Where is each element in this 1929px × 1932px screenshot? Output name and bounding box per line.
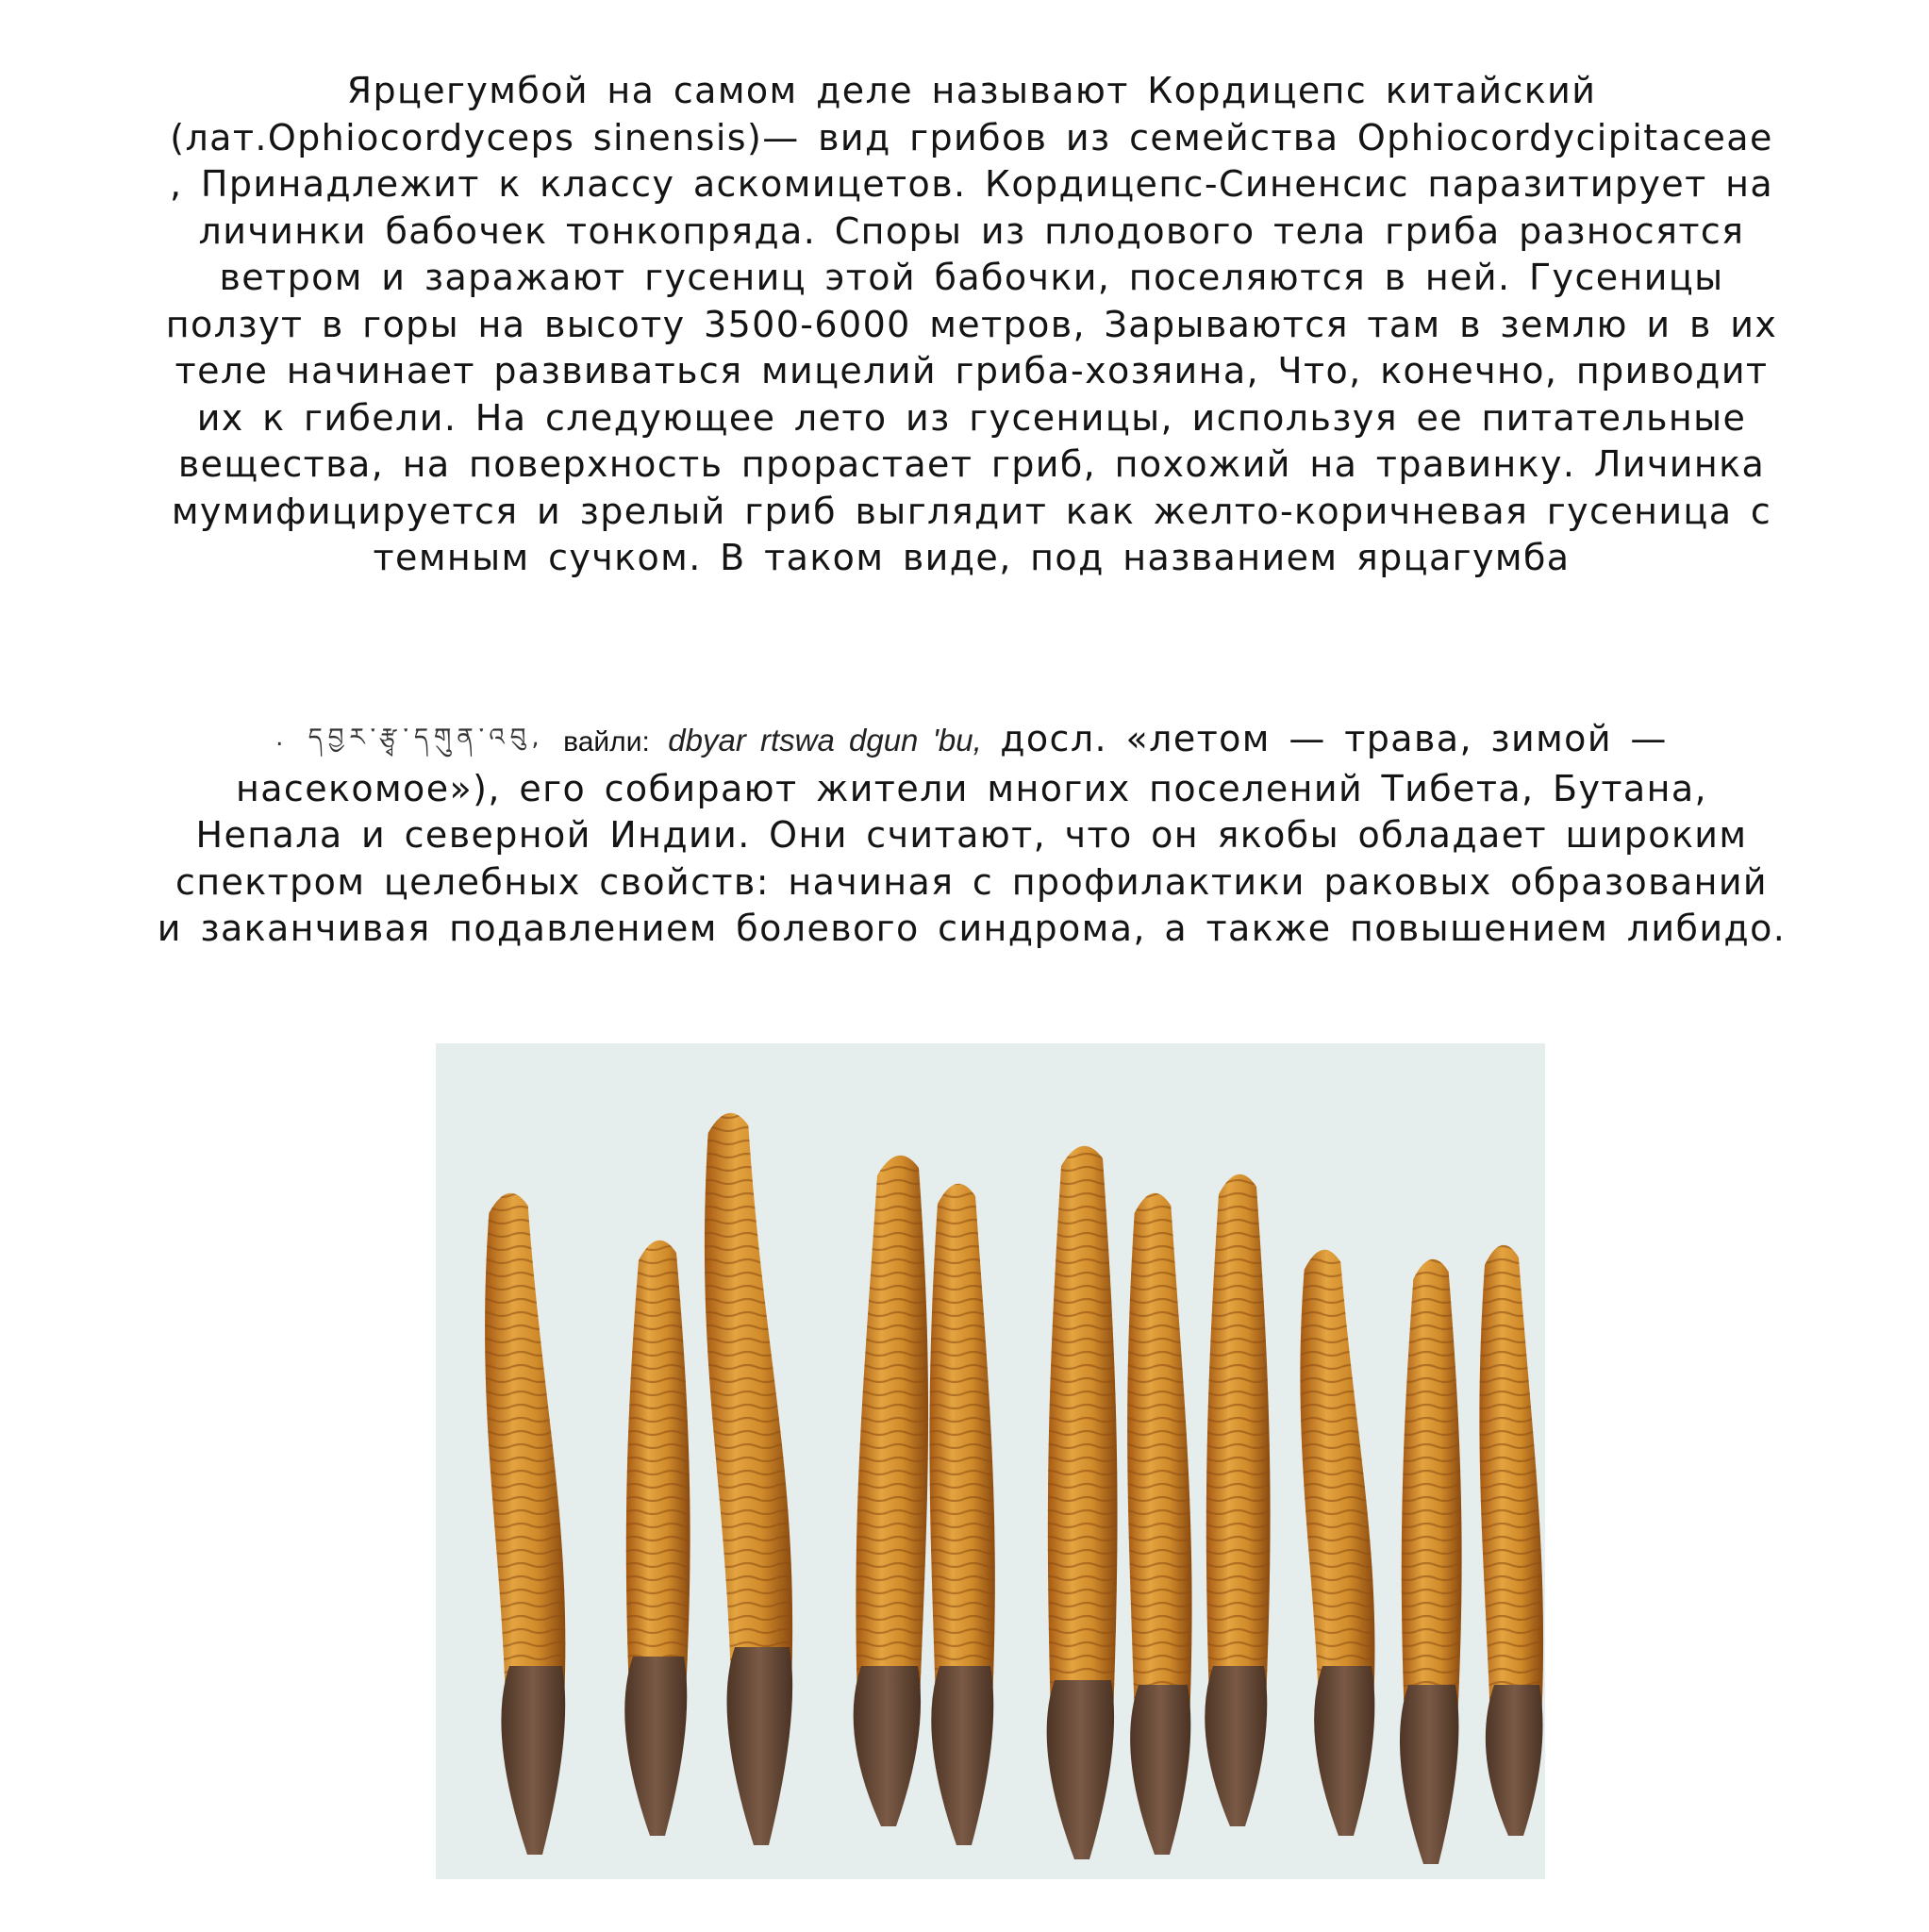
cordyceps-illustration bbox=[436, 1043, 1545, 1879]
fungus-rings-8 bbox=[1206, 1174, 1271, 1704]
wylie-label: вайли: bbox=[563, 726, 650, 758]
fungus-rings-10 bbox=[1402, 1259, 1462, 1723]
wylie-transliteration: dbyar rtswa dgun 'bu, bbox=[668, 723, 982, 758]
tibetan-name: . དབྱར་རྩྭ་དགུན་འབུ, bbox=[275, 724, 545, 752]
fungus-rings-2 bbox=[626, 1241, 690, 1694]
fungus-rings-6 bbox=[1048, 1146, 1118, 1718]
cordyceps-photo bbox=[436, 1043, 1545, 1879]
paragraph-tibetan-name bbox=[156, 715, 1788, 953]
paragraph-cordyceps-description: Ярцегумбой на самом деле называют Кордицепс китайский (лат.Ophiocordyceps sinensis)— вид грибов из семейства Ophiocordycipitaceae , Принадлежит к классу аскомицетов. Кордицепс-Синенсис паразитирует на личинки бабочек тонкопряда. Споры из плодового тела гриба разносятся ветром и заражают гусениц этой бабочки, поселяются в ней. Гусеницы ползут в горы на высоту 3500-6000 метров, Зарываются там в землю и в их теле начинает развиваться мицелий гриба-хозяина, Что, конечно, приводит их к гибели. На следующее лето из гусеницы, используя ее питательные вещества, на поверхность прорастает гриб, похожий на травинку. Личинка мумифицируется и зрелый гриб выглядит как желто-коричневая гусеница с темным сучком. В таком виде, под названием ярцагумба bbox=[165, 70, 1778, 578]
paragraph-tibetan-name-text: досл. «летом — трава, зимой — насекомое»), его собирают жители многих поселений Тибета, Бутана, Непала и северной Индии. Они считают, что он якобы обладает широким спектром целебных свойств: начиная с профилактики раковых образований и заканчивая подавлением болевого синдрома, а также повышением либидо. bbox=[157, 718, 1787, 949]
